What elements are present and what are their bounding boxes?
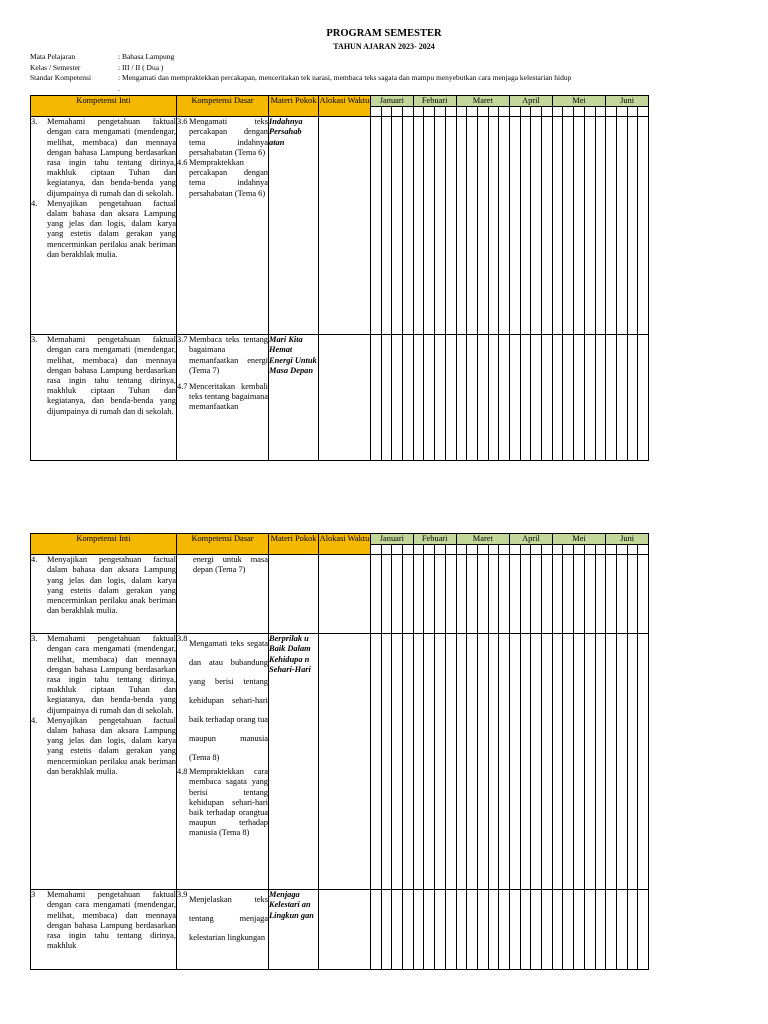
week-cell: [531, 117, 542, 335]
week-cell: [616, 117, 627, 335]
week-header-cell: [638, 107, 649, 117]
week-cell: [542, 555, 553, 634]
week-cell: [435, 890, 446, 970]
week-header-cell: [531, 107, 542, 117]
week-header-cell: [552, 107, 563, 117]
week-cell: [574, 117, 585, 335]
week-cell: [424, 634, 435, 890]
meta-info: [30, 52, 571, 94]
kd-item: 4.8 Mempraktekkan cara membaca sagata yang berisi tentang kehidupan sehari-hari baik terhadap orangtua maupun terhadap manusia (Tema 8): [177, 767, 268, 838]
week-cell: [552, 335, 563, 461]
week-cell: [510, 555, 521, 634]
meta-key: Standar Kompetensi: [30, 73, 92, 82]
week-cell: [467, 117, 478, 335]
week-cell: [371, 117, 382, 335]
week-cell: [520, 890, 531, 970]
week-cell: [510, 634, 521, 890]
ki-item-3-partial: 3 Memahami pengetahuan faktual dengan cara mengamati (mendengar, melihat, membaca) dan mennaya dengan bahasa Lampung berdasarkan rasa ingin tahu tentang dirinya, makhluk: [31, 890, 176, 951]
week-cell: [584, 335, 595, 461]
table-row: [31, 890, 649, 970]
week-header-cell: [563, 107, 574, 117]
week-cell: [563, 117, 574, 335]
week-cell: [381, 555, 392, 634]
kd-item: 3.9 Menjelaskan teks tentang menjaga kelestarian lingkungan: [177, 890, 268, 943]
meta-dot-row: [30, 84, 571, 95]
week-cell: [531, 634, 542, 890]
kompetensi-dasar-cell: [177, 555, 269, 634]
kompetensi-inti-cell: [31, 117, 177, 335]
week-cell: [371, 634, 382, 890]
materi-pokok-cell: [269, 555, 319, 634]
table-row: [31, 555, 649, 634]
week-cell: [371, 555, 382, 634]
meta-class: [30, 63, 571, 74]
week-header-cell: [542, 107, 553, 117]
week-cell: [552, 890, 563, 970]
week-cell: [531, 335, 542, 461]
week-cell: [563, 555, 574, 634]
week-cell: [403, 335, 414, 461]
week-header-cell: [424, 107, 435, 117]
week-cell: [638, 890, 649, 970]
week-cell: [445, 555, 456, 634]
kd-item: 4.6 Mempraktekkan percakapan dengan tema indahnya persahabatan (Tema 6): [177, 158, 268, 198]
kompetensi-dasar-cell: [177, 634, 269, 890]
week-header-cell: [392, 545, 403, 555]
week-header-cell: [520, 107, 531, 117]
week-cell: [456, 890, 467, 970]
week-cell: [424, 117, 435, 335]
header-month-juni: Juni: [606, 534, 649, 545]
week-cell: [456, 117, 467, 335]
week-header-cell: [371, 545, 382, 555]
kompetensi-inti-cell: [31, 890, 177, 970]
week-cell: [584, 555, 595, 634]
kompetensi-dasar-cell: [177, 890, 269, 970]
materi-pokok-cell: Menjaga Kelestari an Lingkun gan: [269, 890, 319, 970]
week-header-cell: [606, 545, 617, 555]
week-cell: [595, 555, 606, 634]
week-header-cell: [381, 107, 392, 117]
meta-key: Kelas / Semester: [30, 62, 81, 72]
header-row: [31, 96, 649, 107]
week-header-cell: [424, 545, 435, 555]
week-header-cell: [413, 545, 424, 555]
week-cell: [510, 890, 521, 970]
week-cell: [542, 890, 553, 970]
week-cell: [488, 335, 499, 461]
week-cell: [371, 335, 382, 461]
week-cell: [574, 335, 585, 461]
table-row: [31, 634, 649, 890]
materi-pokok-cell: Berprilak u Baik Dalam Kehidupa n Sehari-Hari: [269, 634, 319, 890]
week-cell: [477, 634, 488, 890]
week-cell: [627, 634, 638, 890]
week-cell: [403, 634, 414, 890]
week-header-cell: [445, 107, 456, 117]
header-kompetensi-dasar: Kompetensi Dasar: [177, 534, 269, 555]
week-header-cell: [584, 545, 595, 555]
week-header-cell: [499, 107, 510, 117]
week-cell: [510, 335, 521, 461]
week-cell: [606, 335, 617, 461]
week-cell: [477, 117, 488, 335]
week-cell: [488, 117, 499, 335]
week-cell: [627, 117, 638, 335]
week-cell: [574, 555, 585, 634]
week-header-cell: [563, 545, 574, 555]
week-header-cell: [477, 107, 488, 117]
week-cell: [456, 555, 467, 634]
week-header-cell: [510, 107, 521, 117]
week-header-cell: [413, 107, 424, 117]
ki-item-4: 4. Menyajikan pengetahuan factual dalam bahasa dan aksara Lampung yang jelas dan logis, dalam karya yang estetis dalam gerakan yang mencerminkan perilaku anak beriman dan berakhlak mulia.: [31, 198, 176, 259]
kompetensi-inti-cell: [31, 335, 177, 461]
alokasi-waktu-cell: [319, 890, 371, 970]
week-cell: [638, 634, 649, 890]
kompetensi-dasar-cell: [177, 335, 269, 461]
week-cell: [488, 890, 499, 970]
week-cell: [403, 555, 414, 634]
week-cell: [381, 335, 392, 461]
week-cell: [392, 117, 403, 335]
kompetensi-dasar-cell: [177, 117, 269, 335]
week-header-cell: [403, 107, 414, 117]
header-row: [31, 534, 649, 545]
alokasi-waktu-cell: [319, 117, 371, 335]
materi-pokok-cell: Mari Kita Hemat Energi Untuk Masa Depan: [269, 335, 319, 461]
week-cell: [606, 890, 617, 970]
meta-value: : III / II ( Dua ): [118, 62, 164, 72]
week-cell: [616, 890, 627, 970]
week-cell: [552, 634, 563, 890]
materi-pokok-cell: Indahnya Persahab atan: [269, 117, 319, 335]
week-cell: [552, 555, 563, 634]
week-cell: [520, 555, 531, 634]
header-kompetensi-inti: Kompetensi Inti: [31, 96, 177, 117]
week-cell: [574, 634, 585, 890]
meta-value: : Bahasa Lampung: [118, 52, 175, 61]
header-month-juni: Juni: [606, 96, 649, 107]
week-cell: [424, 335, 435, 461]
week-cell: [381, 634, 392, 890]
week-cell: [467, 890, 478, 970]
week-cell: [381, 117, 392, 335]
kd-item-continued: energi untuk masa depan (Tema 7): [193, 555, 268, 575]
header-materi-pokok: Materi Pokok: [269, 534, 319, 555]
week-header-cell: [606, 107, 617, 117]
header-month-febuari: Febuari: [413, 534, 456, 545]
week-cell: [467, 335, 478, 461]
week-cell: [627, 555, 638, 634]
week-cell: [413, 890, 424, 970]
week-cell: [445, 335, 456, 461]
header-kompetensi-dasar: Kompetensi Dasar: [177, 96, 269, 117]
week-cell: [477, 555, 488, 634]
week-cell: [403, 890, 414, 970]
ki-item-3: 3. Memahami pengetahuan faktual dengan cara mengamati (mendengar, melihat, membaca) dan mennaya dengan bahasa Lampung berdasarkan rasa ingin tahu tentang dirinya, makhluk ciptaan Tuhan dan kegiatanya, dan benda-benda yang dijumpainya di rumah dan di sekolah.: [31, 634, 176, 715]
week-cell: [477, 890, 488, 970]
week-cell: [381, 890, 392, 970]
week-cell: [435, 555, 446, 634]
week-cell: [413, 634, 424, 890]
week-header-cell: [638, 545, 649, 555]
header-month-januari: Januari: [371, 534, 414, 545]
ki-item-3: 3. Memahami pengetahuan faktual dengan cara mengamati (mendengar, melihat, membaca) dan mennaya dengan bahasa Lampung berdasarkan rasa ingin tahu tentang dirinya, makhluk ciptaan Tuhan dan kegiatanya, dan benda-benda yang dijumpainya di rumah dan di sekolah.: [31, 335, 176, 416]
kd-item: 3.6 Mengamati teks percakapan dengan tema indahnya persahabatan (Tema 6): [177, 117, 268, 157]
week-cell: [413, 555, 424, 634]
program-table-1: [30, 95, 649, 461]
week-header-cell: [616, 107, 627, 117]
week-cell: [542, 335, 553, 461]
meta-key: Mata Pelajaran: [30, 52, 76, 61]
week-cell: [552, 117, 563, 335]
week-cell: [488, 555, 499, 634]
week-header-cell: [381, 545, 392, 555]
ki-item-4: 4. Menyajikan pengetahuan factual dalam bahasa dan aksara Lampung yang jelas dan logis, dalam karya yang estetis dalam gerakan yang mencerminkan perilaku anak beriman dan berakhlak mulia.: [31, 555, 176, 616]
week-cell: [392, 634, 403, 890]
week-header-cell: [499, 545, 510, 555]
week-cell: [435, 634, 446, 890]
week-cell: [499, 117, 510, 335]
week-cell: [499, 555, 510, 634]
kd-item: 4.7 Menceritakan kembali teks tentang bagaimana memanfaatkan: [177, 382, 268, 412]
week-cell: [563, 335, 574, 461]
week-cell: [424, 890, 435, 970]
week-cell: [563, 890, 574, 970]
meta-subject: [30, 52, 571, 63]
week-cell: [435, 117, 446, 335]
week-header-cell: [627, 545, 638, 555]
header-month-januari: Januari: [371, 96, 414, 107]
week-cell: [627, 335, 638, 461]
week-cell: [638, 335, 649, 461]
week-cell: [413, 117, 424, 335]
week-header-cell: [574, 107, 585, 117]
week-cell: [424, 555, 435, 634]
week-header-cell: [456, 107, 467, 117]
week-cell: [499, 634, 510, 890]
alokasi-waktu-cell: [319, 335, 371, 461]
week-header-cell: [392, 107, 403, 117]
header-alokasi-waktu: Alokasi Waktu: [319, 96, 371, 117]
week-cell: [531, 555, 542, 634]
week-cell: [499, 890, 510, 970]
meta-standard: [30, 73, 571, 84]
kd-item: 3.7 Membaca teks tentang bagaimana memanfaatkan energi (Tema 7): [177, 335, 268, 375]
week-cell: [606, 555, 617, 634]
week-cell: [595, 634, 606, 890]
header-month-maret: Maret: [456, 96, 510, 107]
meta-value: : Mengamati dan mempraktekkan percakapan, menceritakan tek narasi, membaca teks sagata dan mampu menyebutkan cara menjaga kelestarian hidup: [118, 73, 572, 82]
week-cell: [392, 555, 403, 634]
program-table-2: [30, 533, 649, 970]
week-cell: [584, 634, 595, 890]
alokasi-waktu-cell: [319, 555, 371, 634]
header-alokasi-waktu: Alokasi Waktu: [319, 534, 371, 555]
header-month-maret: Maret: [456, 534, 510, 545]
week-header-cell: [552, 545, 563, 555]
week-cell: [445, 634, 456, 890]
week-cell: [456, 335, 467, 461]
ki-item-3: 3. Memahami pengetahuan faktual dengan cara mengamati (mendengar, melihat, membaca) dan mennaya dengan bahasa Lampung berdasarkan rasa ingin tahu tentang dirinya, makhluk ciptaan Tuhan dan kegiatanya, dan benda-benda yang dijumpainya di rumah dan di sekolah.: [31, 117, 176, 198]
kompetensi-inti-cell: [31, 555, 177, 634]
page-title: PROGRAM SEMESTER: [326, 28, 442, 39]
header-month-mei: Mei: [552, 96, 605, 107]
week-cell: [520, 335, 531, 461]
week-cell: [584, 117, 595, 335]
week-cell: [392, 335, 403, 461]
meta-dot: .: [118, 83, 120, 93]
week-header-cell: [477, 545, 488, 555]
week-cell: [520, 117, 531, 335]
table-row: [31, 117, 649, 335]
header-kompetensi-inti: Kompetensi Inti: [31, 534, 177, 555]
week-header-cell: [371, 107, 382, 117]
week-cell: [563, 634, 574, 890]
week-header-cell: [520, 545, 531, 555]
week-cell: [456, 634, 467, 890]
week-header-cell: [445, 545, 456, 555]
week-cell: [595, 890, 606, 970]
week-header-cell: [456, 545, 467, 555]
week-header-cell: [627, 107, 638, 117]
week-header-cell: [467, 545, 478, 555]
week-header-cell: [584, 107, 595, 117]
week-cell: [510, 117, 521, 335]
week-header-cell: [542, 545, 553, 555]
week-cell: [403, 117, 414, 335]
header-month-febuari: Febuari: [413, 96, 456, 107]
week-header-cell: [595, 545, 606, 555]
ki-item-4: 4. Menyajikan pengetahuan factual dalam bahasa dan aksara Lampung yang jelas dan logis, dalam karya yang estetis dalam gerakan yang mencerminkan perilaku anak beriman dan berakhlak mulia.: [31, 715, 176, 776]
week-cell: [371, 890, 382, 970]
week-cell: [392, 890, 403, 970]
week-header-cell: [403, 545, 414, 555]
table-row: [31, 335, 649, 461]
header-month-april: April: [510, 534, 553, 545]
week-cell: [606, 634, 617, 890]
week-cell: [616, 634, 627, 890]
week-cell: [638, 555, 649, 634]
kd-item: 3.8 Mengamati teks segata dan atau bubandung yang berisi tentang kehidupan sehari-hari baik terhadap orang tua maupun manusia (Tema 8): [177, 634, 268, 763]
week-cell: [488, 634, 499, 890]
week-header-cell: [435, 545, 446, 555]
kompetensi-inti-cell: [31, 634, 177, 890]
week-cell: [499, 335, 510, 461]
week-cell: [467, 634, 478, 890]
week-header-cell: [531, 545, 542, 555]
week-header-cell: [488, 545, 499, 555]
header-month-mei: Mei: [552, 534, 605, 545]
week-cell: [616, 555, 627, 634]
week-header-cell: [510, 545, 521, 555]
header-materi-pokok: Materi Pokok: [269, 96, 319, 117]
week-header-cell: [595, 107, 606, 117]
week-header-cell: [435, 107, 446, 117]
week-cell: [638, 117, 649, 335]
week-header-cell: [574, 545, 585, 555]
week-header-cell: [488, 107, 499, 117]
week-cell: [595, 335, 606, 461]
week-cell: [445, 117, 456, 335]
week-cell: [584, 890, 595, 970]
week-header-cell: [467, 107, 478, 117]
week-cell: [435, 335, 446, 461]
week-cell: [627, 890, 638, 970]
week-cell: [542, 117, 553, 335]
week-cell: [467, 555, 478, 634]
week-cell: [531, 890, 542, 970]
week-cell: [520, 634, 531, 890]
week-header-cell: [616, 545, 627, 555]
page-subtitle: TAHUN AJARAN 2023- 2024: [333, 42, 435, 51]
week-cell: [616, 335, 627, 461]
week-cell: [595, 117, 606, 335]
week-cell: [413, 335, 424, 461]
week-cell: [606, 117, 617, 335]
week-cell: [477, 335, 488, 461]
week-cell: [542, 634, 553, 890]
week-cell: [445, 890, 456, 970]
week-cell: [574, 890, 585, 970]
header-month-april: April: [510, 96, 553, 107]
alokasi-waktu-cell: [319, 634, 371, 890]
